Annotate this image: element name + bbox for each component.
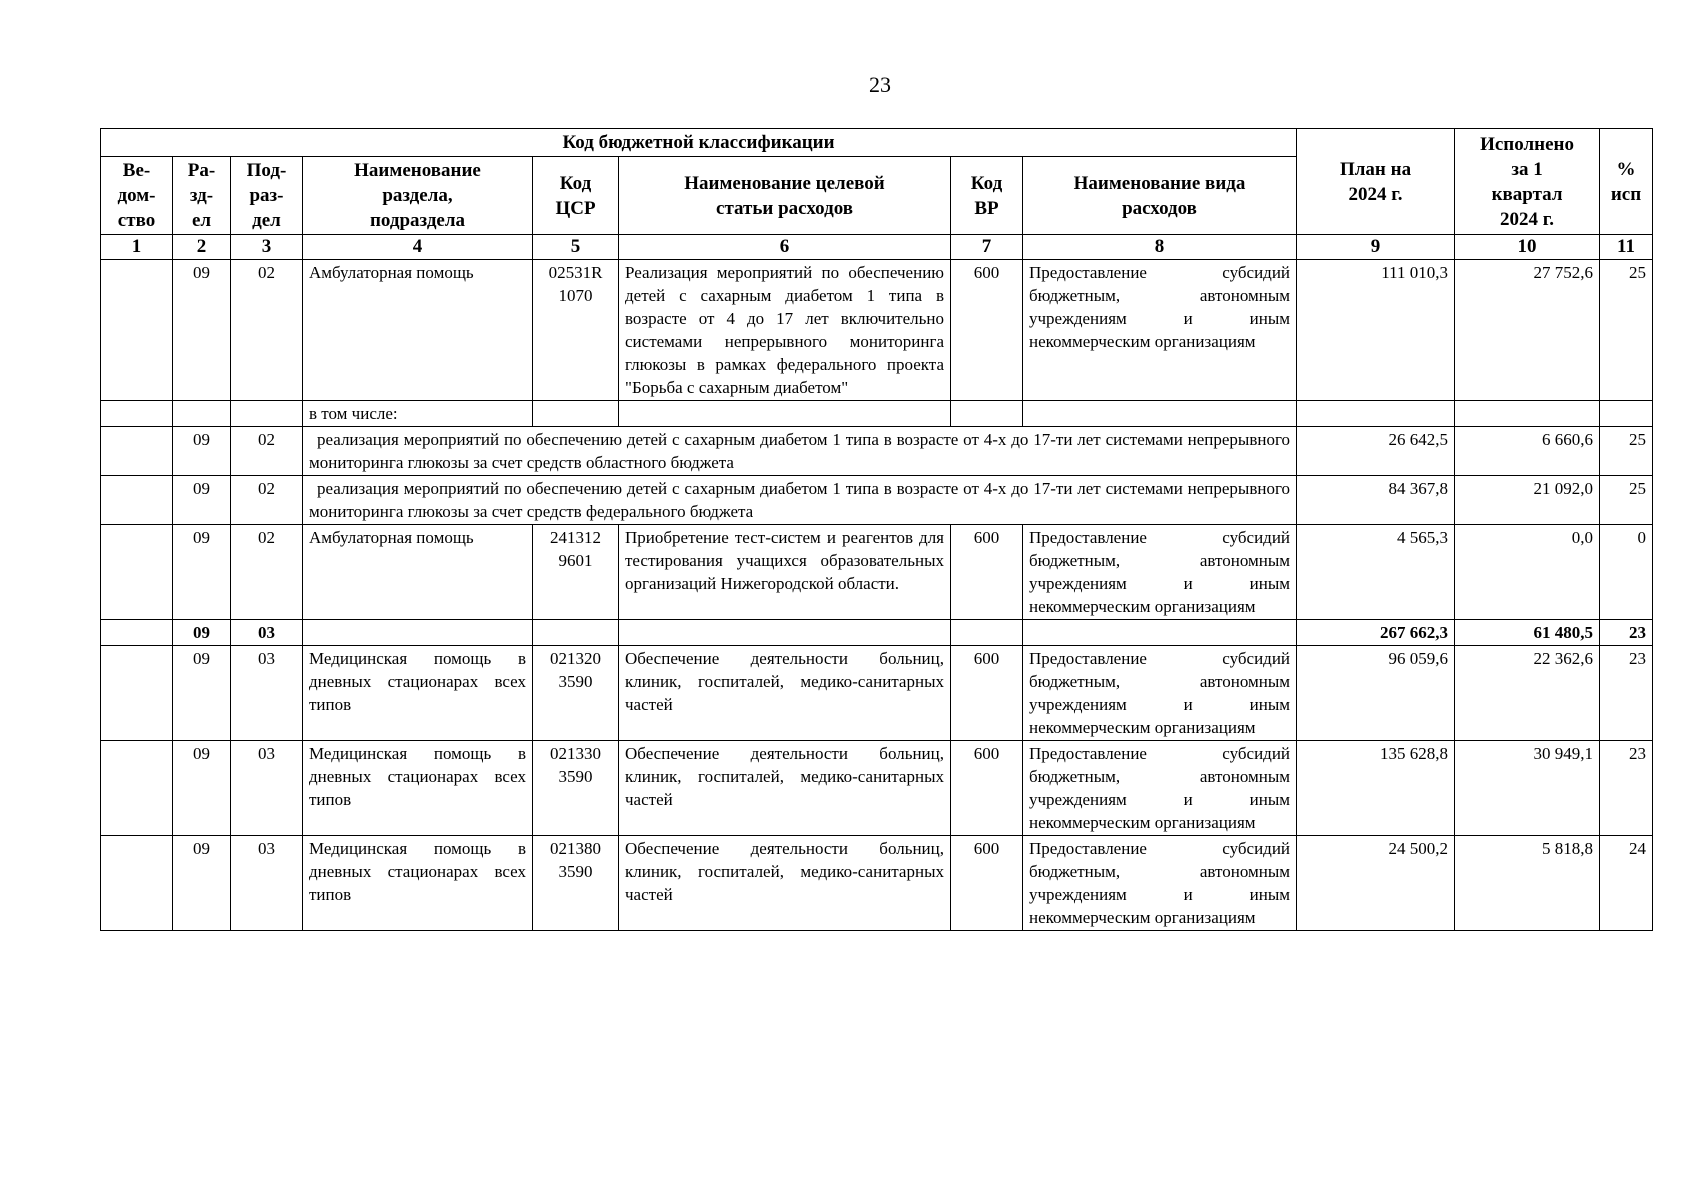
empty-cell: [101, 401, 173, 427]
section-cell: 09: [173, 646, 231, 741]
vr-code-cell: 600: [951, 260, 1023, 401]
col-number: 6: [619, 235, 951, 260]
done-cell: 61 480,5: [1455, 620, 1600, 646]
section-name-cell: Медицинская помощь в дневных стационарах всех типов: [303, 741, 533, 836]
subsection-cell: 02: [231, 476, 303, 525]
vr-name-cell: Предоставление субсидий бюджетным, автономным учреждениям и иным некоммерческим организациям: [1023, 836, 1297, 931]
plan-cell: 24 500,2: [1297, 836, 1455, 931]
empty-cell: [619, 401, 951, 427]
plan-cell: 267 662,3: [1297, 620, 1455, 646]
col-header-done: Исполнено за 1 квартал 2024 г.: [1455, 129, 1600, 235]
empty-cell: [619, 620, 951, 646]
col-header-vr-code: Код ВР: [951, 157, 1023, 235]
empty-cell: [1297, 401, 1455, 427]
col-number: 9: [1297, 235, 1455, 260]
section-name-cell: Медицинская помощь в дневных стационарах всех типов: [303, 646, 533, 741]
done-cell: 6 660,6: [1455, 427, 1600, 476]
section-name-cell: Медицинская помощь в дневных стационарах всех типов: [303, 836, 533, 931]
budget-classification-header: Код бюджетной классификации: [101, 129, 1297, 157]
done-cell: 30 949,1: [1455, 741, 1600, 836]
col-header-csr-code: Код ЦСР: [533, 157, 619, 235]
col-number: 11: [1600, 235, 1653, 260]
vr-name-cell: Предоставление субсидий бюджетным, автономным учреждениям и иным некоммерческим организациям: [1023, 646, 1297, 741]
department-cell: [101, 646, 173, 741]
subsection-cell: 02: [231, 525, 303, 620]
subitem-description-cell: реализация мероприятий по обеспечению детей с сахарным диабетом 1 типа в возрасте от 4-х до 17-ти лет системами непрерывного мониторинга глюкозы за счет средств федерального бюджета: [303, 476, 1297, 525]
vr-code-cell: 600: [951, 525, 1023, 620]
percent-cell: 0: [1600, 525, 1653, 620]
empty-cell: [173, 401, 231, 427]
target-name-cell: Приобретение тест-систем и реагентов для тестирования учащихся образовательных организаций Нижегородской области.: [619, 525, 951, 620]
percent-cell: 25: [1600, 476, 1653, 525]
col-number: 10: [1455, 235, 1600, 260]
subitem-description-cell: реализация мероприятий по обеспечению детей с сахарным диабетом 1 типа в возрасте от 4-х до 17-ти лет системами непрерывного мониторинга глюкозы за счет средств областного бюджета: [303, 427, 1297, 476]
vr-name-cell: Предоставление субсидий бюджетным, автономным учреждениям и иным некоммерческим организациям: [1023, 525, 1297, 620]
empty-cell: [533, 620, 619, 646]
done-cell: 0,0: [1455, 525, 1600, 620]
csr-code-cell: 021330 3590: [533, 741, 619, 836]
csr-code-cell: 241312 9601: [533, 525, 619, 620]
subsection-cell: 03: [231, 646, 303, 741]
vr-code-cell: 600: [951, 646, 1023, 741]
percent-cell: 25: [1600, 260, 1653, 401]
empty-cell: [231, 401, 303, 427]
section-cell: 09: [173, 620, 231, 646]
col-header-plan: План на 2024 г.: [1297, 129, 1455, 235]
table-row: [101, 836, 1653, 931]
plan-cell: 4 565,3: [1297, 525, 1455, 620]
department-cell: [101, 620, 173, 646]
subsection-cell: 02: [231, 260, 303, 401]
table-row: [101, 525, 1653, 620]
section-cell: 09: [173, 741, 231, 836]
empty-cell: [1023, 401, 1297, 427]
target-name-cell: Обеспечение деятельности больниц, клиник, госпиталей, медико-санитарных частей: [619, 646, 951, 741]
plan-cell: 135 628,8: [1297, 741, 1455, 836]
subsection-cell: 03: [231, 836, 303, 931]
department-cell: [101, 836, 173, 931]
empty-cell: [1455, 401, 1600, 427]
empty-cell: [303, 620, 533, 646]
csr-code-cell: 02531R 1070: [533, 260, 619, 401]
vr-code-cell: 600: [951, 741, 1023, 836]
plan-cell: 26 642,5: [1297, 427, 1455, 476]
plan-cell: 96 059,6: [1297, 646, 1455, 741]
target-name-cell: Обеспечение деятельности больниц, клиник, госпиталей, медико-санитарных частей: [619, 741, 951, 836]
col-number: 5: [533, 235, 619, 260]
empty-cell: [951, 401, 1023, 427]
section-cell: 09: [173, 260, 231, 401]
col-number: 4: [303, 235, 533, 260]
target-name-cell: Реализация мероприятий по обеспечению детей с сахарным диабетом 1 типа в возрасте от 4 до 17 лет включительно системами непрерывного мониторинга глюкозы в рамках федерального проекта "Борьба с сахарным диабетом": [619, 260, 951, 401]
table-row: [101, 646, 1653, 741]
department-cell: [101, 476, 173, 525]
empty-cell: [1600, 401, 1653, 427]
col-header-subsection: Под- раз- дел: [231, 157, 303, 235]
vr-name-cell: Предоставление субсидий бюджетным, автономным учреждениям и иным некоммерческим организациям: [1023, 260, 1297, 401]
subsection-cell: 02: [231, 427, 303, 476]
table-row: [101, 741, 1653, 836]
table-row: [101, 427, 1653, 476]
col-header-vr-name: Наименование вида расходов: [1023, 157, 1297, 235]
done-cell: 22 362,6: [1455, 646, 1600, 741]
col-header-section-name: Наименование раздела, подраздела: [303, 157, 533, 235]
col-number: 2: [173, 235, 231, 260]
section-cell: 09: [173, 836, 231, 931]
subtotal-row: [101, 620, 1653, 646]
section-cell: 09: [173, 525, 231, 620]
target-name-cell: Обеспечение деятельности больниц, клиник, госпиталей, медико-санитарных частей: [619, 836, 951, 931]
section-cell: 09: [173, 476, 231, 525]
table-row: [101, 260, 1653, 401]
col-header-section: Ра- зд- ел: [173, 157, 231, 235]
note-cell: в том числе:: [303, 401, 533, 427]
col-number: 7: [951, 235, 1023, 260]
col-header-department: Ве- дом- ство: [101, 157, 173, 235]
department-cell: [101, 260, 173, 401]
empty-cell: [533, 401, 619, 427]
done-cell: 21 092,0: [1455, 476, 1600, 525]
department-cell: [101, 427, 173, 476]
vr-code-cell: 600: [951, 836, 1023, 931]
done-cell: 27 752,6: [1455, 260, 1600, 401]
col-header-target-name: Наименование целевой статьи расходов: [619, 157, 951, 235]
csr-code-cell: 021320 3590: [533, 646, 619, 741]
department-cell: [101, 525, 173, 620]
col-number: 3: [231, 235, 303, 260]
done-cell: 5 818,8: [1455, 836, 1600, 931]
section-name-cell: Амбулаторная помощь: [303, 260, 533, 401]
empty-cell: [951, 620, 1023, 646]
subsection-cell: 03: [231, 741, 303, 836]
section-name-cell: Амбулаторная помощь: [303, 525, 533, 620]
vr-name-cell: Предоставление субсидий бюджетным, автономным учреждениям и иным некоммерческим организациям: [1023, 741, 1297, 836]
percent-cell: 24: [1600, 836, 1653, 931]
plan-cell: 84 367,8: [1297, 476, 1455, 525]
section-cell: 09: [173, 427, 231, 476]
percent-cell: 25: [1600, 427, 1653, 476]
csr-code-cell: 021380 3590: [533, 836, 619, 931]
empty-cell: [1023, 620, 1297, 646]
col-number: 1: [101, 235, 173, 260]
percent-cell: 23: [1600, 741, 1653, 836]
table-row: [101, 476, 1653, 525]
table-row: [101, 401, 1653, 427]
percent-cell: 23: [1600, 646, 1653, 741]
percent-cell: 23: [1600, 620, 1653, 646]
plan-cell: 111 010,3: [1297, 260, 1455, 401]
budget-table: [100, 128, 1653, 931]
col-number: 8: [1023, 235, 1297, 260]
department-cell: [101, 741, 173, 836]
page-number: 23: [869, 72, 891, 97]
col-header-percent: % исп: [1600, 129, 1653, 235]
subsection-cell: 03: [231, 620, 303, 646]
